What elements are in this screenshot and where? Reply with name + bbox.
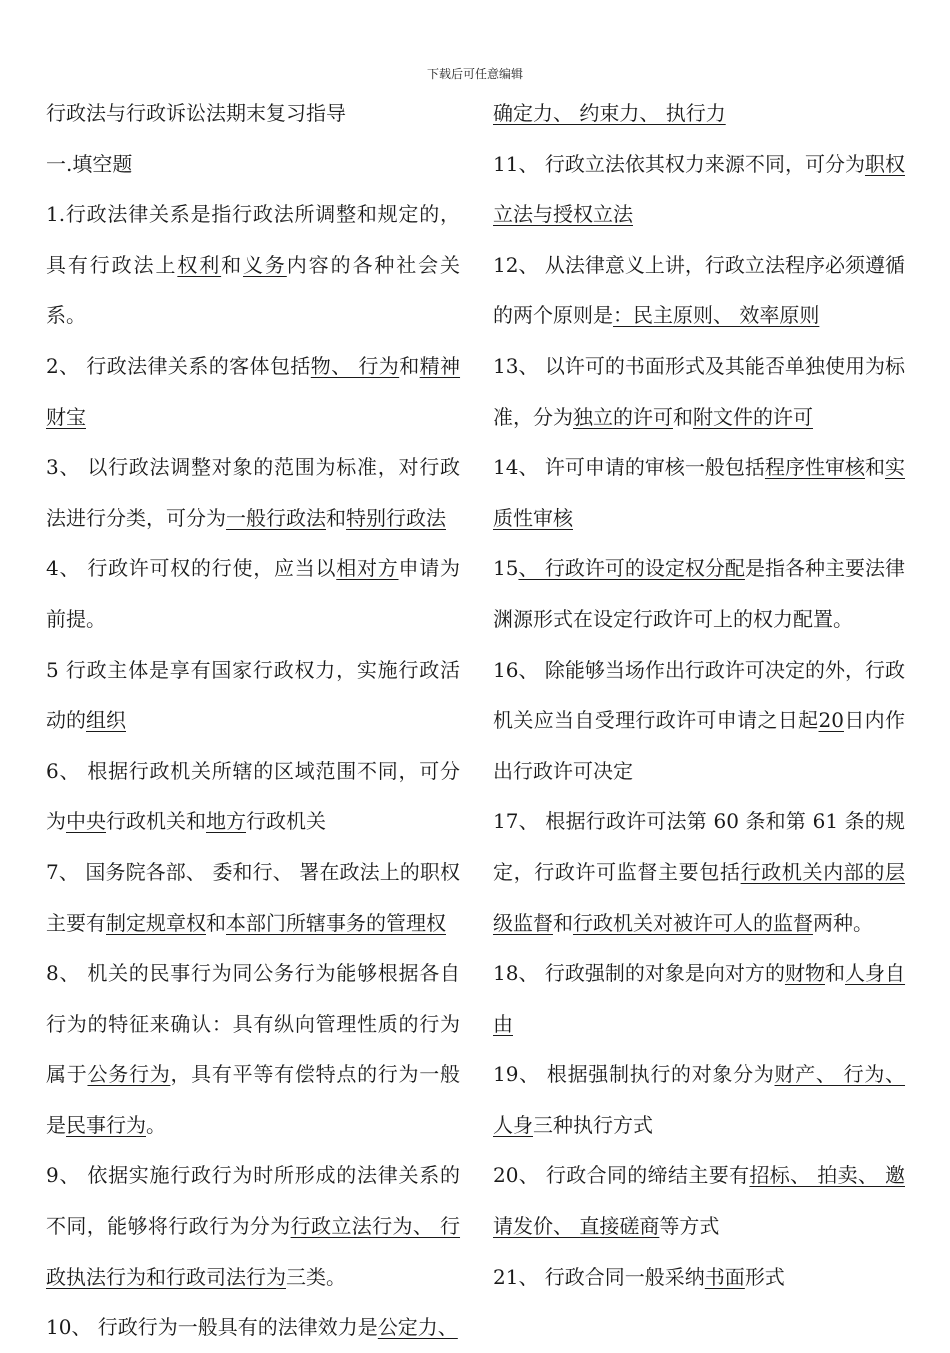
right-paragraph — [493, 645, 905, 797]
answer-blank: 物、 行为 — [310, 353, 400, 378]
text-segment: ，具有平等有偿特点的行为一般是 — [46, 1062, 461, 1137]
left-paragraph — [46, 189, 460, 341]
left-paragraph — [46, 442, 460, 543]
text-segment: 7、 国务院各部、 委和行、 署在政法上的职权主要有 — [46, 859, 460, 935]
left-paragraph — [46, 139, 460, 190]
right-paragraph — [493, 543, 905, 644]
right-paragraph — [493, 1150, 905, 1251]
text-segment: 10、 行政行为一般具有的法律效力是 — [46, 1315, 378, 1340]
text-segment: 8、 机关的民事行为同公务行为能够根据各自行为的特征来确认：具有纵向管理性质的行为属于 — [46, 961, 460, 1087]
answer-blank: 程序性审核 — [764, 455, 865, 480]
text-segment: 16、 除能够当场作出行政许可决定的外，行政机关应当自受理行政许可申请之日起 — [493, 657, 905, 733]
answer-blank: 招标、 拍卖、 邀请发价、 直接磋商 — [493, 1163, 905, 1239]
right-paragraph — [493, 240, 905, 341]
answer-blank: 特别行政法 — [346, 505, 446, 530]
text-segment: 和 — [553, 910, 573, 935]
answer-blank: 中央 — [66, 809, 106, 834]
text-segment: 11、 行政立法依其权力来源不同，可分为 — [493, 151, 865, 176]
text-segment: 1.行政法律关系是指行政法所调整和规定的，具有行政法上 — [46, 202, 460, 277]
answer-blank: 精神财宝 — [46, 353, 461, 429]
right-column — [493, 88, 905, 1302]
left-paragraph — [46, 948, 460, 1150]
text-segment: 15 — [493, 556, 519, 581]
text-segment: 申请为前提。 — [46, 556, 461, 631]
answer-blank: 实质性审核 — [493, 455, 906, 530]
right-paragraph — [493, 341, 905, 442]
left-paragraph — [46, 341, 460, 442]
answer-blank: 财物 — [784, 961, 825, 986]
text-segment: 两种。 — [813, 910, 873, 935]
right-paragraph — [493, 948, 905, 1049]
text-segment: 。 — [146, 1112, 166, 1137]
answer-blank: 人身自由 — [493, 961, 906, 1036]
text-segment: 5 行政主体是享有国家行政权力，实施行政活动的 — [46, 657, 460, 733]
text-segment: 和 — [326, 505, 346, 530]
answer-blank: 组织 — [86, 708, 126, 733]
answer-blank: 民事行为 — [66, 1112, 146, 1137]
right-paragraph — [493, 1252, 905, 1303]
text-segment: 三种执行方式 — [533, 1112, 653, 1137]
answer-blank: 独立的许可 — [573, 404, 673, 429]
answer-blank: 书面 — [704, 1264, 745, 1289]
text-segment: 行政机关和 — [106, 809, 206, 834]
answer-blank: 一般行政法 — [226, 505, 326, 530]
text-segment: 21、 行政合同一般采纳 — [493, 1264, 705, 1289]
answer-blank: 义务 — [243, 252, 287, 277]
text-segment: 18、 行政强制的对象是向对方的 — [493, 961, 785, 986]
right-paragraph — [493, 88, 905, 139]
right-paragraph — [493, 442, 905, 543]
answer-blank: 职权立法与授权立法 — [493, 151, 905, 227]
text-segment: 19、 根据强制执行的对象分为 — [493, 1062, 775, 1087]
text-segment: 和 — [221, 252, 244, 277]
left-paragraph — [46, 847, 460, 948]
answer-blank: 公定力、 — [377, 1315, 458, 1340]
text-segment: 一.填空题 — [46, 151, 133, 176]
text-segment: 14、 许可申请的审核一般包括 — [493, 455, 765, 480]
answer-blank: 确定力、 约束力、 执行力 — [493, 101, 726, 125]
text-segment: 9、 依据实施行政行为时所形成的法律关系的不同，能够将行政行为分为 — [46, 1163, 460, 1239]
answer-blank: 相对方 — [336, 556, 399, 581]
answer-blank: 本部门所辖事务的管理权 — [226, 910, 446, 935]
right-paragraph — [493, 1049, 905, 1150]
left-paragraph — [46, 645, 460, 746]
text-segment: 2、 行政法律关系的客体包括 — [46, 353, 311, 378]
left-paragraph — [46, 1150, 460, 1302]
answer-blank: 20 — [818, 708, 844, 733]
text-segment: 日内作出行政许可决定 — [493, 708, 906, 783]
text-segment: 4、 行政许可权的行使，应当以 — [46, 556, 337, 581]
text-segment: 6、 根据行政机关所辖的区域范围不同，可分为 — [46, 758, 460, 834]
text-segment: 13、 以许可的书面形式及其能否单独使用为标准，分为 — [493, 353, 905, 429]
answer-blank: 行政机关内部的层级监督 — [493, 859, 906, 935]
text-segment: 内容的各种社会关系。 — [46, 252, 461, 328]
right-paragraph — [493, 139, 905, 240]
answer-blank: 财产、 行为、 人身 — [493, 1062, 906, 1137]
text-segment: 和 — [824, 961, 845, 986]
answer-blank: 公务行为 — [87, 1062, 171, 1087]
text-segment: 行政机关 — [246, 809, 326, 834]
text-segment: 和 — [673, 404, 693, 429]
left-column — [46, 88, 460, 1353]
text-segment: 形式 — [744, 1264, 785, 1289]
text-segment: 和 — [865, 455, 886, 480]
text-segment: 12、 从法律意义上讲，行政立法程序必须遵循的两个原则是 — [493, 252, 905, 328]
answer-blank: 行政机关对被许可人的监督 — [573, 910, 813, 935]
answer-blank: 附文件的许可 — [693, 404, 813, 429]
right-paragraph — [493, 796, 905, 948]
answer-blank: ：民主原则、 效率原则 — [613, 303, 820, 328]
answer-blank: 权利 — [177, 252, 222, 277]
text-segment: 等方式 — [659, 1214, 720, 1239]
text-segment: 三类。 — [286, 1264, 346, 1289]
text-segment: 和 — [206, 910, 226, 935]
page-header: 下载后可任意编辑 — [426, 67, 523, 81]
text-segment: 行政法与行政诉讼法期末复习指导 — [46, 101, 346, 125]
answer-blank: 行政立法行为、 行政执法行为和行政司法行为 — [46, 1214, 461, 1289]
left-paragraph — [46, 543, 460, 644]
left-paragraph — [46, 1302, 460, 1353]
text-segment: 是指各种主要法律渊源形式在设定行政许可上的权力配置。 — [493, 556, 906, 631]
answer-blank: 制定规章权 — [106, 910, 206, 935]
left-paragraph — [46, 88, 460, 139]
text-segment: 和 — [399, 353, 420, 378]
answer-blank: 地方 — [206, 809, 246, 834]
answer-blank: 、 行政许可的设定权分配 — [518, 556, 745, 581]
left-paragraph — [46, 746, 460, 847]
text-segment: 3、 以行政法调整对象的范围为标准，对行政法进行分类，可分为 — [46, 455, 460, 530]
text-segment: 20、 行政合同的缔结主要有 — [493, 1163, 750, 1188]
text-segment: 17、 根据行政许可法第 60 条和第 61 条的规定，行政许可监督主要包括 — [493, 809, 905, 884]
